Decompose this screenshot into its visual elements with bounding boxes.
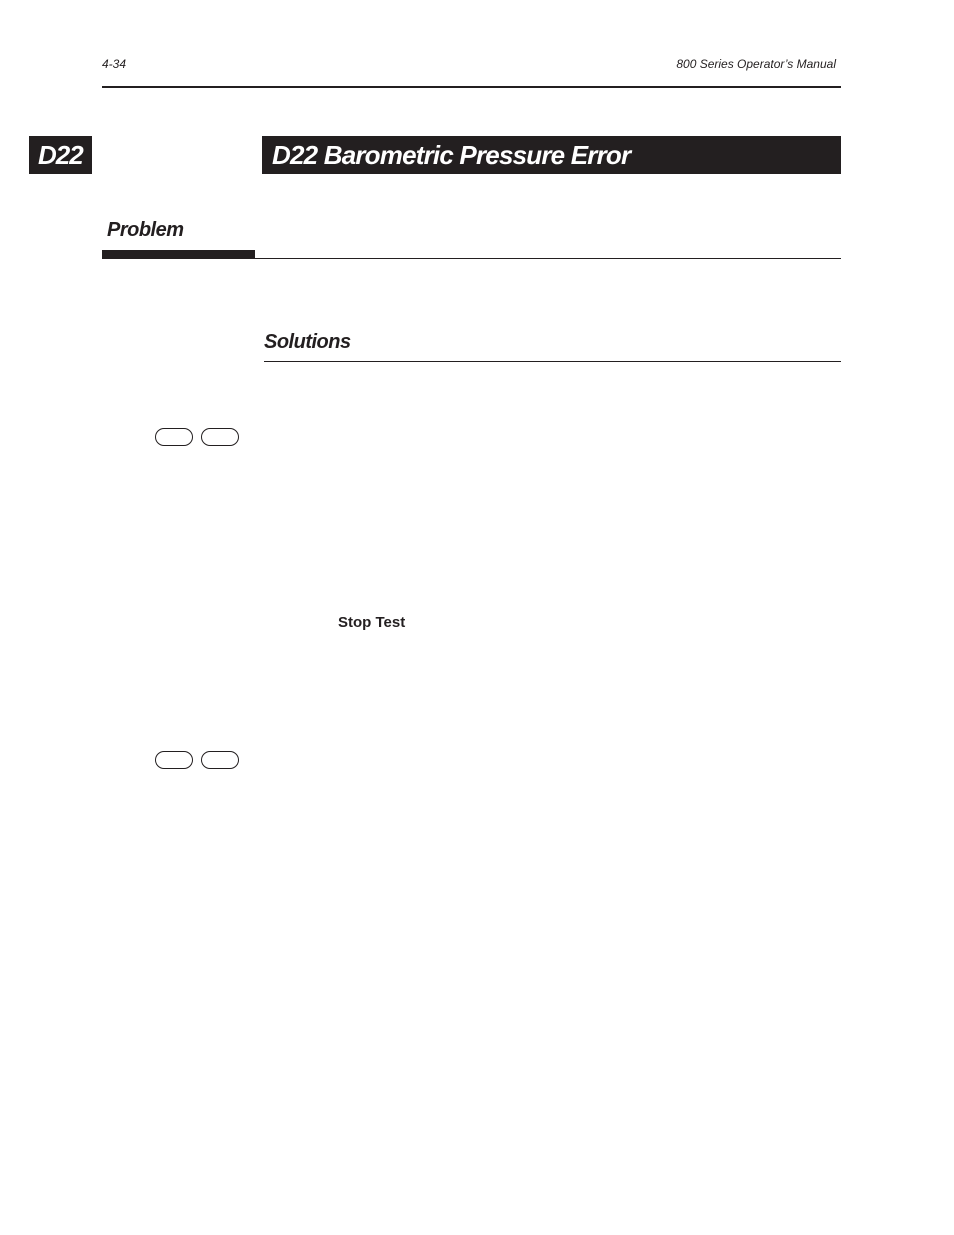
problem-heading: Problem [107, 219, 184, 241]
problem-rule [255, 258, 841, 259]
keypad-key-icon [201, 751, 239, 769]
page-number: 4-34 [102, 57, 127, 71]
page-title: D22 Barometric Pressure Error [262, 136, 841, 174]
solutions-heading: Solutions [264, 331, 351, 353]
header-rule [102, 86, 841, 88]
stop-test-label: Stop Test [338, 614, 406, 631]
keypad-key-icon [155, 428, 193, 446]
manual-title: 800 Series Operator’s Manual [676, 57, 836, 71]
error-code-badge: D22 [29, 136, 92, 174]
keypad-key-icon [155, 751, 193, 769]
keypad-key-icon [201, 428, 239, 446]
problem-heading-bar [102, 250, 255, 259]
solutions-rule [264, 361, 841, 362]
